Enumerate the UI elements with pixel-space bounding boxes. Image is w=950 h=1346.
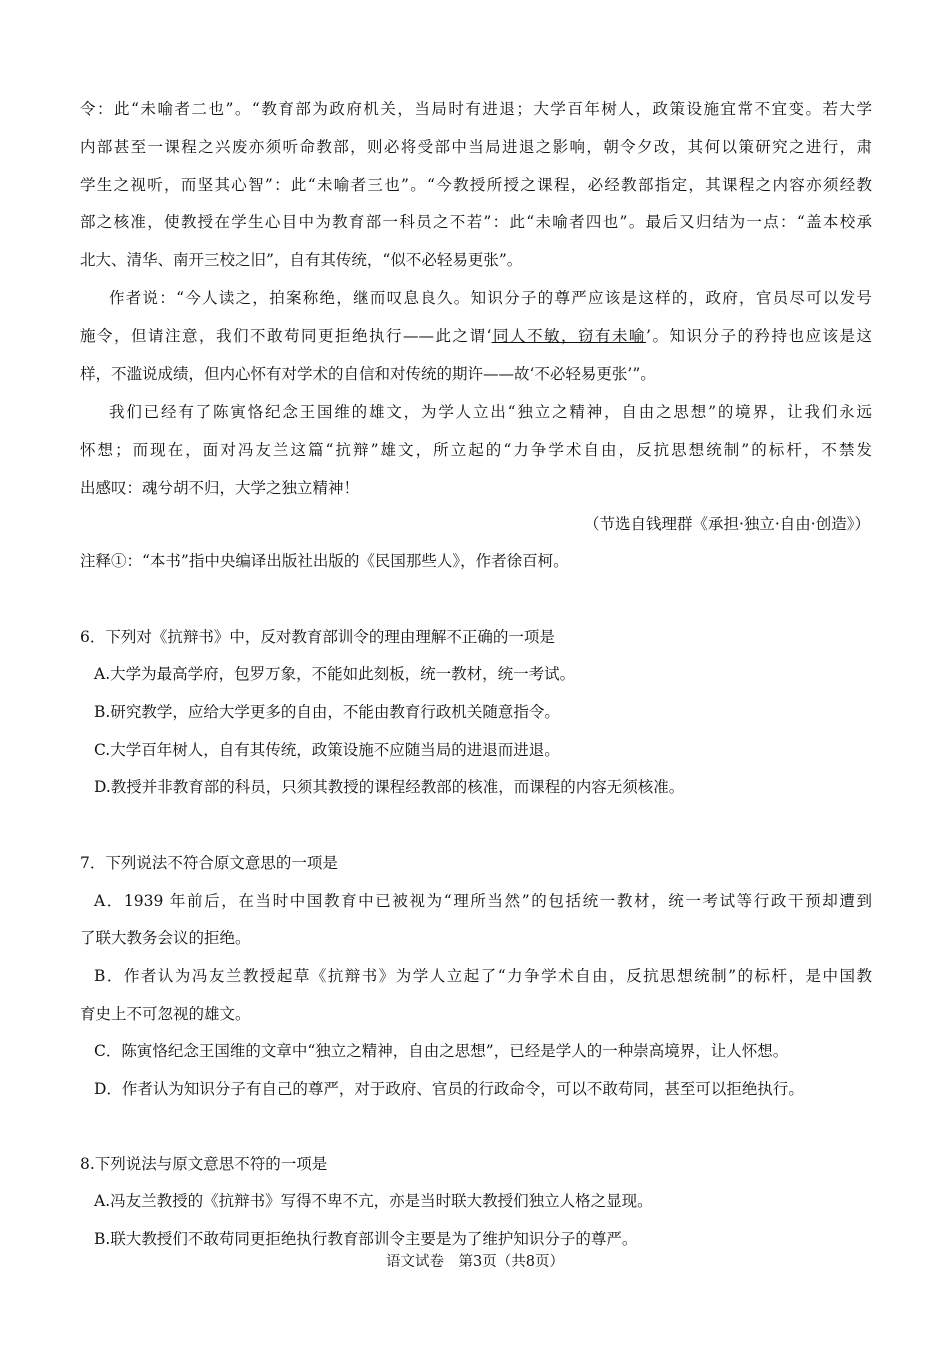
question-6-option-a: A.大学为最高学府，包罗万象，不能如此刻板，统一教材，统一考试。 <box>94 665 576 683</box>
question-7-option-a-cont: 了联大教务会议的拒绝。 <box>80 929 251 947</box>
passage-line: 内部甚至一课程之兴废亦须听命教部，则必将受部中当局进退之影响，朝令夕改，其何以策研究之进行，肃 <box>80 138 872 156</box>
question-7-option-a: A．1939 年前后，在当时中国教育中已被视为“理所当然”的包括统一教材，统一考试等行政干预却遭到 <box>94 892 872 910</box>
footnote: 注释①：“本书”指中央编译出版社出版的《民国那些人》，作者徐百柯。 <box>80 552 569 570</box>
question-8-stem: 8.下列说法与原文意思不符的一项是 <box>80 1155 328 1173</box>
passage-line-with-underline <box>80 326 872 346</box>
question-7-option-b-cont: 育史上不可忽视的雄文。 <box>80 1005 251 1023</box>
question-8-option-a: A.冯友兰教授的《抗辩书》写得不卑不亢，亦是当时联大教授们独立人格之显现。 <box>94 1192 653 1210</box>
question-6-stem: 6．下列对《抗辩书》中，反对教育部训令的理由理解不正确的一项是 <box>80 628 555 646</box>
question-7-option-c: C．陈寅恪纪念王国维的文章中“独立之精神，自由之思想”，已经是学人的一种崇高境界，让人怀想。 <box>94 1042 789 1060</box>
question-6-option-c: C.大学百年树人，自有其传统，政策设施不应随当局的进退而进退。 <box>94 741 560 759</box>
question-6-option-d: D.教授并非教育部的科员，只须其教授的课程经教部的核准，而课程的内容无须核准。 <box>94 778 685 796</box>
question-6-option-b: B.研究教学，应给大学更多的自由，不能由教育行政机关随意指令。 <box>94 703 560 721</box>
passage-line: 北大、清华、南开三校之旧”，自有其传统，“似不必轻易更张”。 <box>80 251 523 269</box>
passage-line: 怀想；而现在，面对冯友兰这篇“抗辩”雄文，所立起的“力争学术自由，反抗思想统制”的标杆，不禁发 <box>80 441 872 459</box>
passage-text: 施令，但请注意，我们不敢苟同更拒绝执行——此之谓‘ <box>80 327 492 345</box>
passage-line: 令：此“未喻者二也”。“教育部为政府机关，当局时有进退；大学百年树人，政策设施宜常不宜变。若大学 <box>80 100 872 118</box>
question-7-option-d: D．作者认为知识分子有自己的尊严，对于政府、官员的行政命令，可以不敢苟同，甚至可以拒绝执行。 <box>94 1080 804 1098</box>
question-7-option-b: B．作者认为冯友兰教授起草《抗辩书》为学人立起了“力争学术自由，反抗思想统制”的标杆，是中国教 <box>94 967 872 985</box>
question-7-stem: 7．下列说法不符合原文意思的一项是 <box>80 854 338 872</box>
passage-line: 出感叹：魂兮胡不归，大学之独立精神！ <box>80 479 360 497</box>
passage-source: （节选自钱理群《承担·独立·自由·创造》） <box>583 515 870 533</box>
passage-line: 样，不滥说成绩，但内心怀有对学术的自信和对传统的期许——故‘不必轻易更张’”。 <box>80 365 656 383</box>
passage-line: 作者说：“今人读之，拍案称绝，继而叹息良久。知识分子的尊严应该是这样的，政府，官员尽可以发号 <box>109 289 872 307</box>
page-footer: 语文试卷 第3页（共8页） <box>386 1254 564 1270</box>
underlined-quote: 同人不敏，窃有未喻 <box>491 327 647 345</box>
question-8-option-b: B.联大教授们不敢苟同更拒绝执行教育部训令主要是为了维护知识分子的尊严。 <box>94 1230 638 1248</box>
passage-line: 我们已经有了陈寅恪纪念王国维的雄文，为学人立出“独立之精神，自由之思想”的境界，让我们永远 <box>109 403 872 421</box>
passage-line: 部之核准，使教授在学生心目中为教育部一科员之不若”：此“未喻者四也”。最后又归结为一点：“盖本校承 <box>80 213 872 231</box>
passage-line: 学生之视听，而坚其心智”：此“未喻者三也”。“今教授所授之课程，必经教部指定，其课程之内容亦须经教 <box>80 176 872 194</box>
passage-text: ’。知识分子的矜持也应该是这 <box>646 327 872 345</box>
